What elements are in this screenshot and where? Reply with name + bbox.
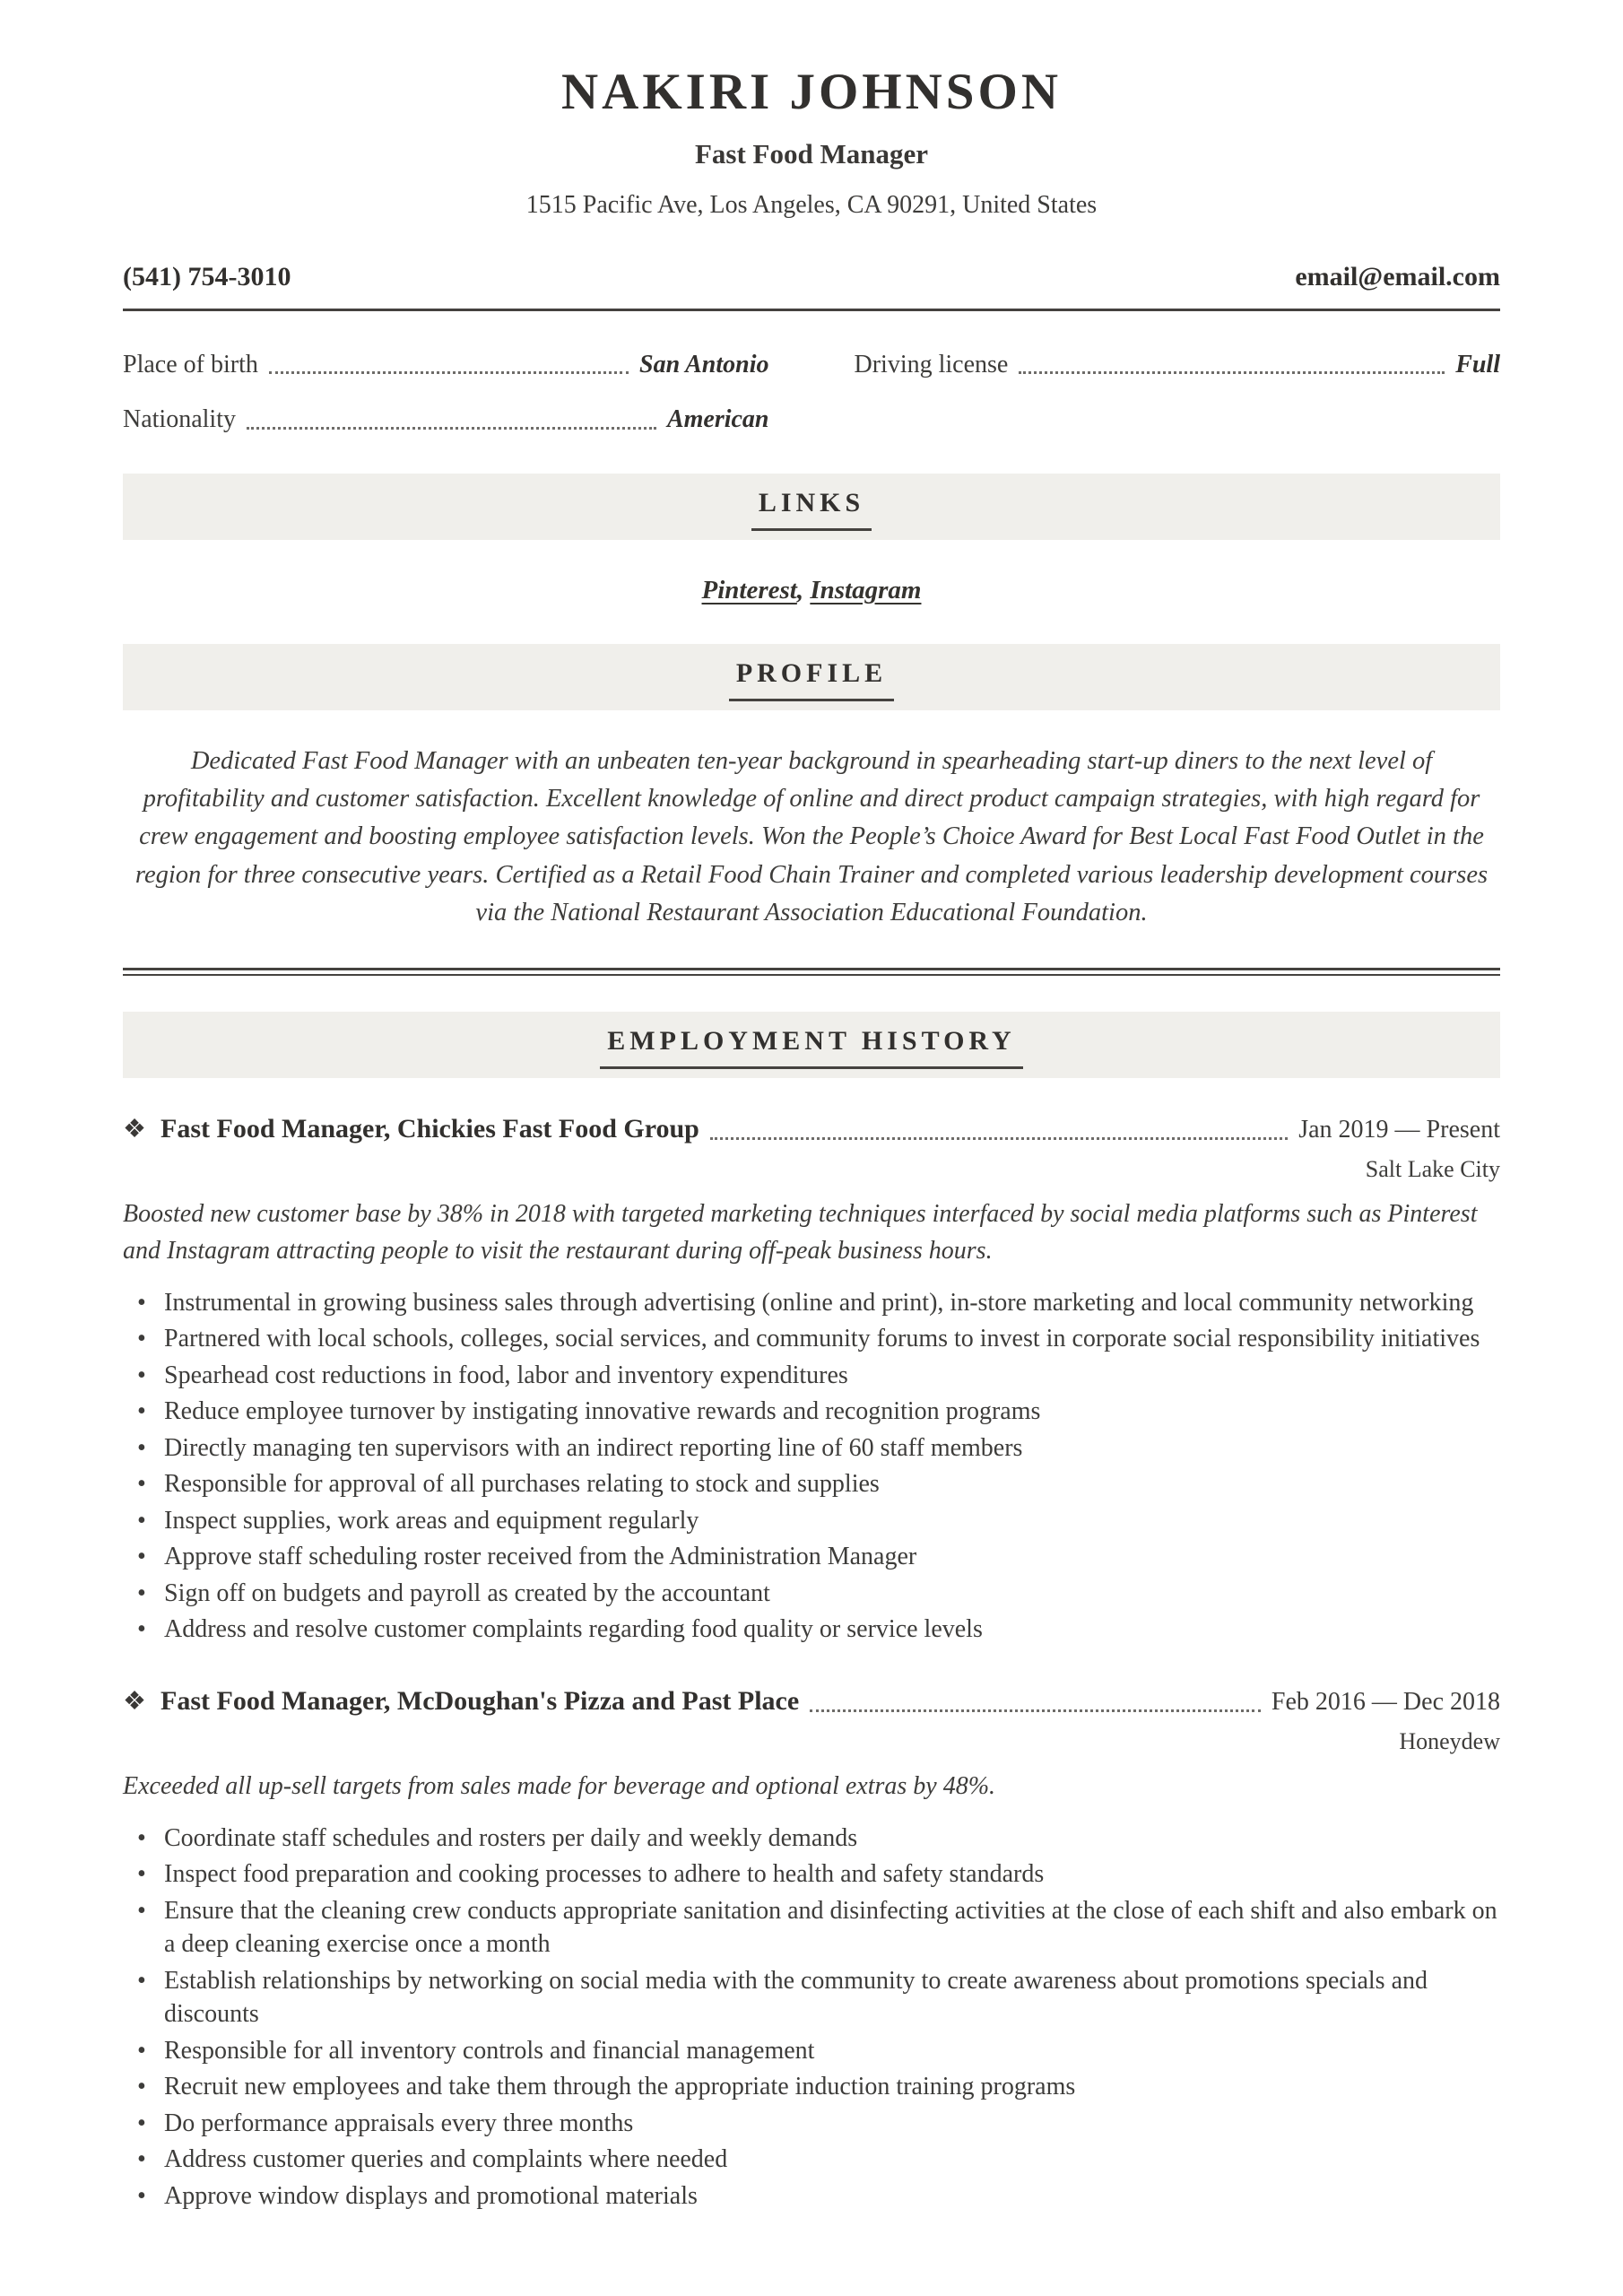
job-bullet: • Do performance appraisals every three months	[123, 2107, 1500, 2141]
diamond-icon: ❖	[123, 1114, 146, 1144]
resume-header	[123, 63, 1500, 311]
job-bullet: • Ensure that the cleaning crew conducts appropriate sanitation and disinfecting activities at the close of each shift and also embark on a deep cleaning exercise once a month	[123, 1894, 1500, 1961]
field-value: Full	[1455, 351, 1500, 379]
job-bullet: • Directly managing ten supervisors with an indirect reporting line of 60 staff members	[123, 1431, 1500, 1465]
profile-section	[123, 644, 1500, 976]
field-label: Place of birth	[123, 351, 258, 379]
job-entry	[123, 1110, 1500, 1647]
job-summary: Exceeded all up-sell targets from sales made for beverage and optional extras by 48%.	[123, 1772, 996, 1801]
job-bullet: • Address customer queries and complaints where needed	[123, 2143, 1500, 2177]
dotted-leader	[269, 371, 629, 374]
candidate-address: 1515 Pacific Ave, Los Angeles, CA 90291, United States	[525, 190, 1098, 219]
job-bullet: • Partnered with local schools, colleges, social services, and community forums to invest in corporate social responsibility initiatives	[123, 1322, 1500, 1356]
field-value: San Antonio	[639, 351, 769, 379]
job-header	[123, 1683, 1500, 1720]
section-divider	[123, 968, 1500, 976]
employment-banner	[123, 1012, 1500, 1078]
email-link[interactable]: email@email.com	[1295, 262, 1500, 292]
job-bullet: • Responsible for all inventory controls and financial management	[123, 2034, 1500, 2068]
link-pinterest[interactable]: Pinterest	[701, 575, 797, 604]
candidate-role: Fast Food Manager	[694, 137, 929, 170]
profile-section-title: PROFILE	[729, 655, 894, 701]
job-entry	[123, 1683, 1500, 2213]
links-banner	[123, 474, 1500, 540]
job-bullet: • Inspect supplies, work areas and equipment regularly	[123, 1504, 1500, 1538]
job-bullet: • Coordinate staff schedules and rosters per daily and weekly demands	[123, 1822, 1500, 1856]
dotted-leader	[710, 1137, 1288, 1140]
field-driving-license	[855, 347, 1501, 382]
personal-details	[123, 347, 1500, 437]
job-header	[123, 1110, 1500, 1148]
profile-text: Dedicated Fast Food Manager with an unbeaten ten-year background in spearheading start-up diners to the next level of profitability and customer satisfaction. Excellent knowledge of online and direct product campaign strategies, with high regard for crew engagement and boosting employee satisfaction levels. Won the People’s Choice Award for Best Local Fast Food Outlet in the region for three consecutive years. Certified as a Retail Food Chain Trainer and completed various leadership development courses via the National Restaurant Association Educational Foundation.	[135, 747, 1488, 926]
field-nationality	[123, 402, 769, 437]
links-section	[123, 474, 1500, 609]
dotted-leader	[810, 1709, 1261, 1712]
dotted-leader	[1019, 371, 1445, 374]
dotted-leader	[247, 427, 656, 430]
job-bullet: • Approve staff scheduling roster received from the Administration Manager	[123, 1540, 1500, 1574]
job-bullet: • Establish relationships by networking on social media with the community to create awareness about promotions specials and discounts	[123, 1964, 1500, 2031]
job-bullet: • Recruit new employees and take them through the appropriate induction training programs	[123, 2070, 1500, 2104]
job-bullet: • Reduce employee turnover by instigating innovative rewards and recognition programs	[123, 1395, 1500, 1429]
job-title: Fast Food Manager, McDoughan's Pizza and Past Place	[161, 1685, 800, 1716]
job-location: Salt Lake City	[1365, 1155, 1500, 1182]
candidate-name: NAKIRI JOHNSON	[561, 64, 1062, 120]
contact-row	[123, 258, 1500, 296]
job-bullet: • Inspect food preparation and cooking processes to adhere to health and safety standards	[123, 1857, 1500, 1892]
diamond-icon: ❖	[123, 1686, 146, 1716]
links-line	[123, 572, 1500, 609]
links-separator: ,	[796, 575, 804, 604]
employment-section-title: EMPLOYMENT HISTORY	[600, 1022, 1022, 1069]
job-bullet: • Sign off on budgets and payroll as created by the accountant	[123, 1577, 1500, 1611]
job-location: Honeydew	[1399, 1727, 1500, 1754]
links-section-title: LINKS	[751, 484, 872, 531]
field-label: Driving license	[854, 351, 1009, 379]
job-title: Fast Food Manager, Chickies Fast Food Group	[161, 1113, 699, 1144]
job-bullet-list	[123, 1822, 1500, 2213]
phone-number: (541) 754-3010	[123, 262, 291, 292]
field-value: American	[666, 405, 769, 434]
job-bullet: • Spearhead cost reductions in food, labor and inventory expenditures	[123, 1359, 1500, 1393]
job-dates: Jan 2019 — Present	[1298, 1115, 1500, 1144]
job-bullet: • Address and resolve customer complaints regarding food quality or service levels	[123, 1613, 1500, 1647]
job-bullet: • Approve window displays and promotional materials	[123, 2179, 1500, 2213]
field-label: Nationality	[123, 405, 236, 434]
field-place-of-birth	[123, 347, 769, 382]
employment-section	[123, 1012, 1500, 2213]
job-dates: Feb 2016 — Dec 2018	[1271, 1687, 1500, 1716]
job-bullet-list	[123, 1286, 1500, 1647]
job-bullet: • Instrumental in growing business sales through advertising (online and print), in-store marketing and local community networking	[123, 1286, 1500, 1320]
header-divider	[123, 309, 1500, 311]
profile-banner	[123, 644, 1500, 710]
job-summary: Boosted new customer base by 38% in 2018 with targeted marketing techniques interfaced by social media platforms such as Pinterest and Instagram attracting people to visit the restaurant during off-peak business hours.	[123, 1200, 1478, 1265]
job-bullet: • Responsible for approval of all purchases relating to stock and supplies	[123, 1467, 1500, 1501]
link-instagram[interactable]: Instagram	[810, 575, 922, 604]
